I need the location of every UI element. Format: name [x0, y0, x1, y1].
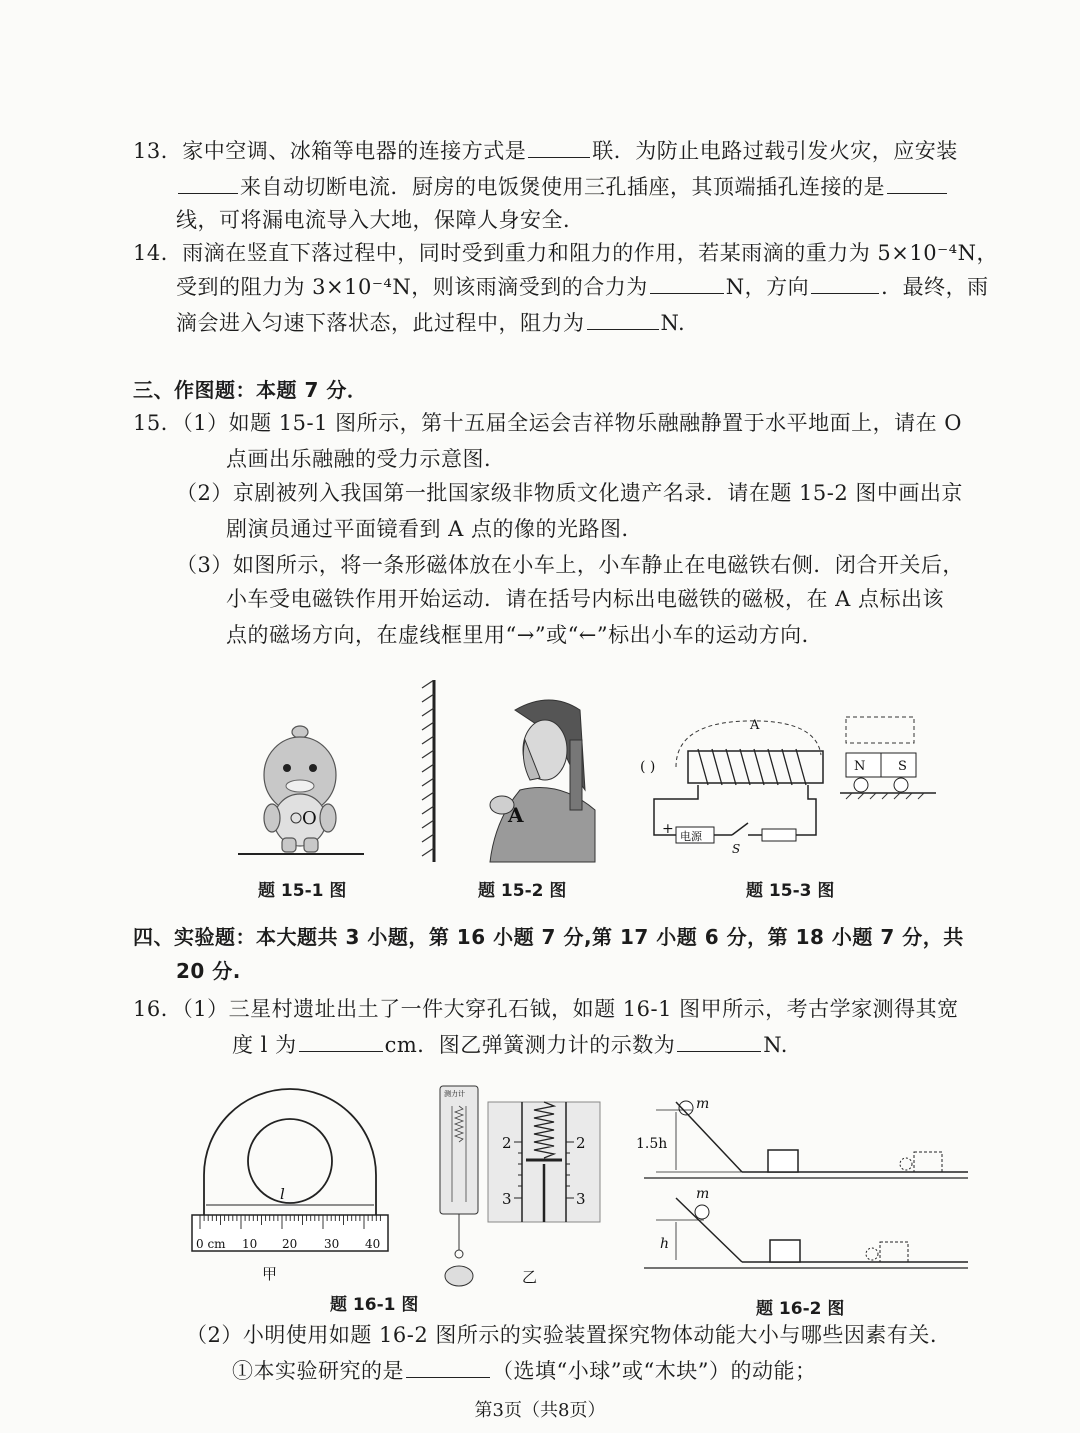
magnet-n: N [854, 759, 866, 774]
ruler-label-10: 10 [242, 1237, 258, 1251]
text: N，方向 [725, 275, 810, 299]
opera-performer [490, 700, 595, 862]
answer-blank[interactable] [406, 1359, 490, 1378]
q16-part2-item1 [232, 1356, 816, 1386]
plus-sign: + [662, 821, 674, 837]
label-jia: 甲 [262, 1265, 278, 1283]
text: （选填“小球”或“木块”）的动能； [492, 1359, 817, 1383]
caption-15-2: 题 15-2 图 [478, 881, 567, 901]
spring-scale-body [440, 1086, 478, 1214]
answer-blank[interactable] [587, 311, 659, 330]
figure-15-3 [636, 705, 946, 855]
q13-line1 [133, 136, 958, 166]
cart-wheel [854, 778, 868, 792]
block-bottom-moved [880, 1242, 908, 1262]
ramp-top [676, 1102, 742, 1172]
answer-blank[interactable] [650, 275, 724, 294]
direction-box-dashed [846, 717, 914, 743]
answer-blank[interactable] [811, 275, 879, 294]
cart-wheel [894, 778, 908, 792]
text: 滴会进入匀速下落状态，此过程中，阻力为 [176, 311, 585, 335]
magnet-s: S [898, 759, 907, 774]
scale-3-right: 3 [576, 1190, 586, 1208]
ball-bottom [695, 1205, 709, 1219]
caption-16-2: 题 16-2 图 [756, 1299, 845, 1319]
answer-blank[interactable] [677, 1033, 761, 1052]
q15-p1b: 点画出乐融融的受力示意图． [226, 447, 506, 471]
q15-p3b: 小车受电磁铁作用开始运动．请在括号内标出电磁铁的磁极，在 A 点标出该 [226, 587, 945, 611]
stone-axe [204, 1089, 376, 1215]
q15-p2b: 剧演员通过平面镜看到 A 点的像的光路图． [226, 517, 644, 541]
label-m-bottom: m [696, 1186, 710, 1202]
block-top [768, 1150, 798, 1172]
q14-line1: 14．雨滴在竖直下落过程中，同时受到重力和阻力的作用，若某雨滴的重力为 5×10⁻⁴N， [133, 241, 998, 265]
coil-windings [698, 749, 806, 785]
q13-line3: 线，可将漏电流导入大地，保障人身安全． [176, 208, 585, 232]
answer-blank[interactable] [299, 1033, 383, 1052]
label-l: l [280, 1185, 285, 1203]
section4-heading-1: 四、实验题：本大题共 3 小题，第 16 小题 7 分,第 17 小题 6 分，第 18 小题 7 分，共 [133, 925, 964, 949]
axe-hole [248, 1119, 332, 1203]
mirror-hatching [422, 680, 434, 856]
text: ①本实验研究的是 [232, 1359, 404, 1383]
q16-part2: （2）小明使用如题 16-2 图所示的实验装置探究物体动能大小与哪些因素有关. [186, 1323, 938, 1347]
label-h: h [660, 1236, 670, 1252]
caption-15-1: 题 15-1 图 [258, 881, 347, 901]
q13-line2 [176, 172, 949, 202]
answer-blank[interactable] [887, 175, 947, 194]
ruler-label-20: 20 [282, 1237, 298, 1251]
q15-p2a: （2）京剧被列入我国第一批国家级非物质文化遗产名录．请在题 15-2 图中画出京 [176, 481, 963, 505]
switch-label: S [732, 842, 741, 855]
block-bottom [770, 1240, 800, 1262]
figure-16-1-yi [430, 1072, 605, 1292]
label-1-5h: 1.5h [636, 1136, 668, 1152]
ruler-label-40: 40 [365, 1237, 381, 1251]
text: 受到的阻力为 3×10⁻⁴N，则该雨滴受到的合力为 [176, 275, 648, 299]
figure-16-1-jia [188, 1085, 393, 1290]
scale-2-left: 2 [502, 1134, 512, 1152]
section3-heading: 三、作图题：本题 7 分． [133, 378, 368, 402]
q16-line2 [232, 1030, 788, 1060]
page-footer: 第3页（共8页） [474, 1400, 606, 1421]
resistor [762, 829, 796, 841]
scale-3-left: 3 [502, 1190, 512, 1208]
text: 来自动切断电流．厨房的电饭煲使用三孔插座，其顶端插孔连接的是 [240, 175, 885, 199]
ruler-label-0: 0 cm [196, 1237, 226, 1251]
caption-16-1: 题 16-1 图 [330, 1295, 419, 1315]
q15-p1a: 15．（1）如题 15-1 图所示，第十五届全运会吉祥物乐融融静置于水平地面上，请在 O [133, 411, 962, 435]
hanging-weight [445, 1266, 473, 1286]
switch-s [732, 823, 748, 835]
power-label: 电源 [680, 830, 702, 843]
q14-line3 [176, 308, 685, 338]
block-top-moved [914, 1152, 942, 1172]
figure-16-2 [632, 1092, 972, 1277]
answer-blank[interactable] [528, 139, 590, 158]
scale-title: 测力计 [444, 1090, 465, 1098]
label-m-top: m [696, 1096, 710, 1112]
label-a-15-3: A [750, 718, 760, 733]
ruler-label-30: 30 [324, 1237, 340, 1251]
figure-15-1 [230, 720, 370, 860]
text: 联．为防止电路过载引发火灾，应安装 [592, 139, 958, 163]
text: cm．图乙弹簧测力计的示数为 [384, 1033, 676, 1057]
label-o: O [302, 808, 317, 829]
answer-blank[interactable] [178, 175, 238, 194]
label-a-15-2: A [508, 803, 524, 827]
q14-line2 [176, 272, 989, 302]
pole-bracket: ( ) [640, 759, 656, 775]
ramp-bottom [676, 1198, 742, 1262]
text: N. [660, 311, 686, 335]
text: ．最终，雨 [881, 275, 989, 299]
label-yi: 乙 [522, 1268, 538, 1286]
q16-line1: 16．（1）三星村遗址出土了一件大穿孔石钺，如题 16-1 图甲所示，考古学家测得其宽 [133, 997, 959, 1021]
scale-2-right: 2 [576, 1134, 586, 1152]
section4-heading-2: 20 分. [176, 959, 241, 983]
caption-15-3: 题 15-3 图 [746, 881, 835, 901]
figure-15-2 [420, 680, 600, 865]
text: 13．家中空调、冰箱等电器的连接方式是 [133, 139, 527, 163]
text: 度 l 为 [232, 1033, 297, 1057]
q15-p3c: 点的磁场方向，在虚线框里用“→”或“←”标出小车的运动方向． [226, 623, 824, 647]
text: N. [763, 1033, 788, 1057]
q15-p3a: （3）如图所示，将一条形磁体放在小车上，小车静止在电磁铁右侧．闭合开关后， [176, 553, 964, 577]
